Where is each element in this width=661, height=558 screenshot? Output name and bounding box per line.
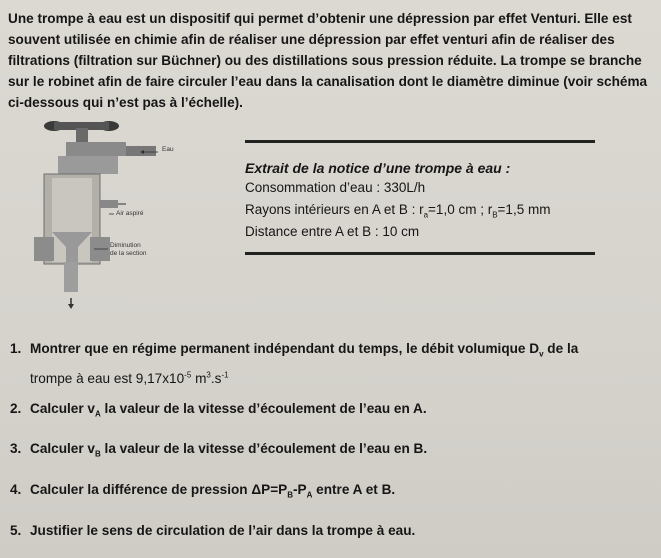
q4-sub: B — [287, 490, 293, 500]
excerpt-radii — [245, 202, 550, 220]
intro-paragraph: Une trompe à eau est un dispositif qui permet d’obtenir une dépression par effet Venturi. Elle est souvent utilisée en chimie afin de réaliser une dépression par effet venturi afin de réaliser des filtrations (filtration sur Büchner) ou des distillations sous pression réduite. La trompe se branche sur le robinet afin de faire circuler l’eau dans la canalisation dont le diamètre diminue (voir schéma ci-dessous qui n’est pas à l’échelle). — [8, 11, 648, 110]
excerpt-box — [245, 140, 615, 258]
radius-a-sub: a — [423, 210, 429, 220]
q1-line2 — [30, 371, 229, 386]
q3-sub: B — [94, 449, 101, 459]
question-number: 5. — [10, 523, 22, 538]
q4-text-b: -P — [292, 482, 307, 497]
q1-line2-a: trompe à eau est 9,17x10 — [30, 371, 185, 387]
q4-sub2: A — [306, 490, 313, 500]
question-4 — [10, 479, 650, 506]
q1-line2-b: m — [191, 371, 207, 387]
excerpt-distance: Distance entre A et B : 10 cm — [245, 224, 420, 239]
q2-text-a: Calculer v — [30, 401, 95, 416]
q1-sup3: -1 — [221, 370, 229, 380]
label-water: Eau — [162, 146, 174, 153]
radius-a-value: =1,0 cm ; r — [428, 202, 493, 217]
aspirator-drawing — [14, 112, 214, 317]
label-narrowing-1: Diminution — [110, 242, 141, 249]
question-1 — [10, 338, 650, 389]
q4-text-a: Calculer la différence de pression ΔP=P — [30, 482, 288, 497]
question-5 — [10, 520, 650, 541]
question-number: 3. — [10, 441, 22, 456]
q1-line2-c: .s — [210, 371, 222, 387]
q2-text-b: la valeur de la vitesse d’écoulement de l’eau en A. — [100, 401, 427, 416]
radii-prefix: Rayons intérieurs en A et B : r — [245, 202, 424, 217]
q3-text-b: la valeur de la vitesse d’écoulement de l’eau en B. — [100, 441, 428, 456]
q5-text-a: Justifier le sens de circulation de l’air dans la trompe à eau. — [30, 523, 416, 538]
label-air-suction: Air aspiré — [116, 210, 144, 217]
excerpt-title: Extrait de la notice d’une trompe à eau : — [245, 160, 511, 176]
label-narrowing-2: de la section — [110, 250, 147, 257]
radius-b-value: =1,5 mm — [497, 202, 551, 217]
question-number: 4. — [10, 482, 22, 497]
excerpt-top-rule — [245, 140, 595, 143]
q1-text-a: Montrer que en régime permanent indépendant du temps, le débit volumique D — [30, 341, 540, 356]
radius-b-sub: B — [492, 210, 498, 220]
q4-text-c: entre A et B. — [312, 482, 396, 497]
question-number: 1. — [10, 341, 22, 356]
q1-sup2: 3 — [206, 370, 211, 380]
q3-text-a: Calculer v — [30, 441, 95, 456]
q1-text-b: de la — [543, 341, 579, 356]
excerpt-consumption: Consommation d’eau : 330L/h — [245, 180, 426, 195]
question-2 — [10, 398, 650, 425]
question-number: 2. — [10, 401, 22, 416]
q1-sub: v — [539, 349, 544, 359]
excerpt-bottom-rule — [245, 252, 595, 255]
q1-sup1: -5 — [184, 370, 192, 380]
question-3 — [10, 438, 650, 465]
aspirator-diagram — [14, 112, 214, 317]
q2-sub: A — [94, 409, 101, 419]
